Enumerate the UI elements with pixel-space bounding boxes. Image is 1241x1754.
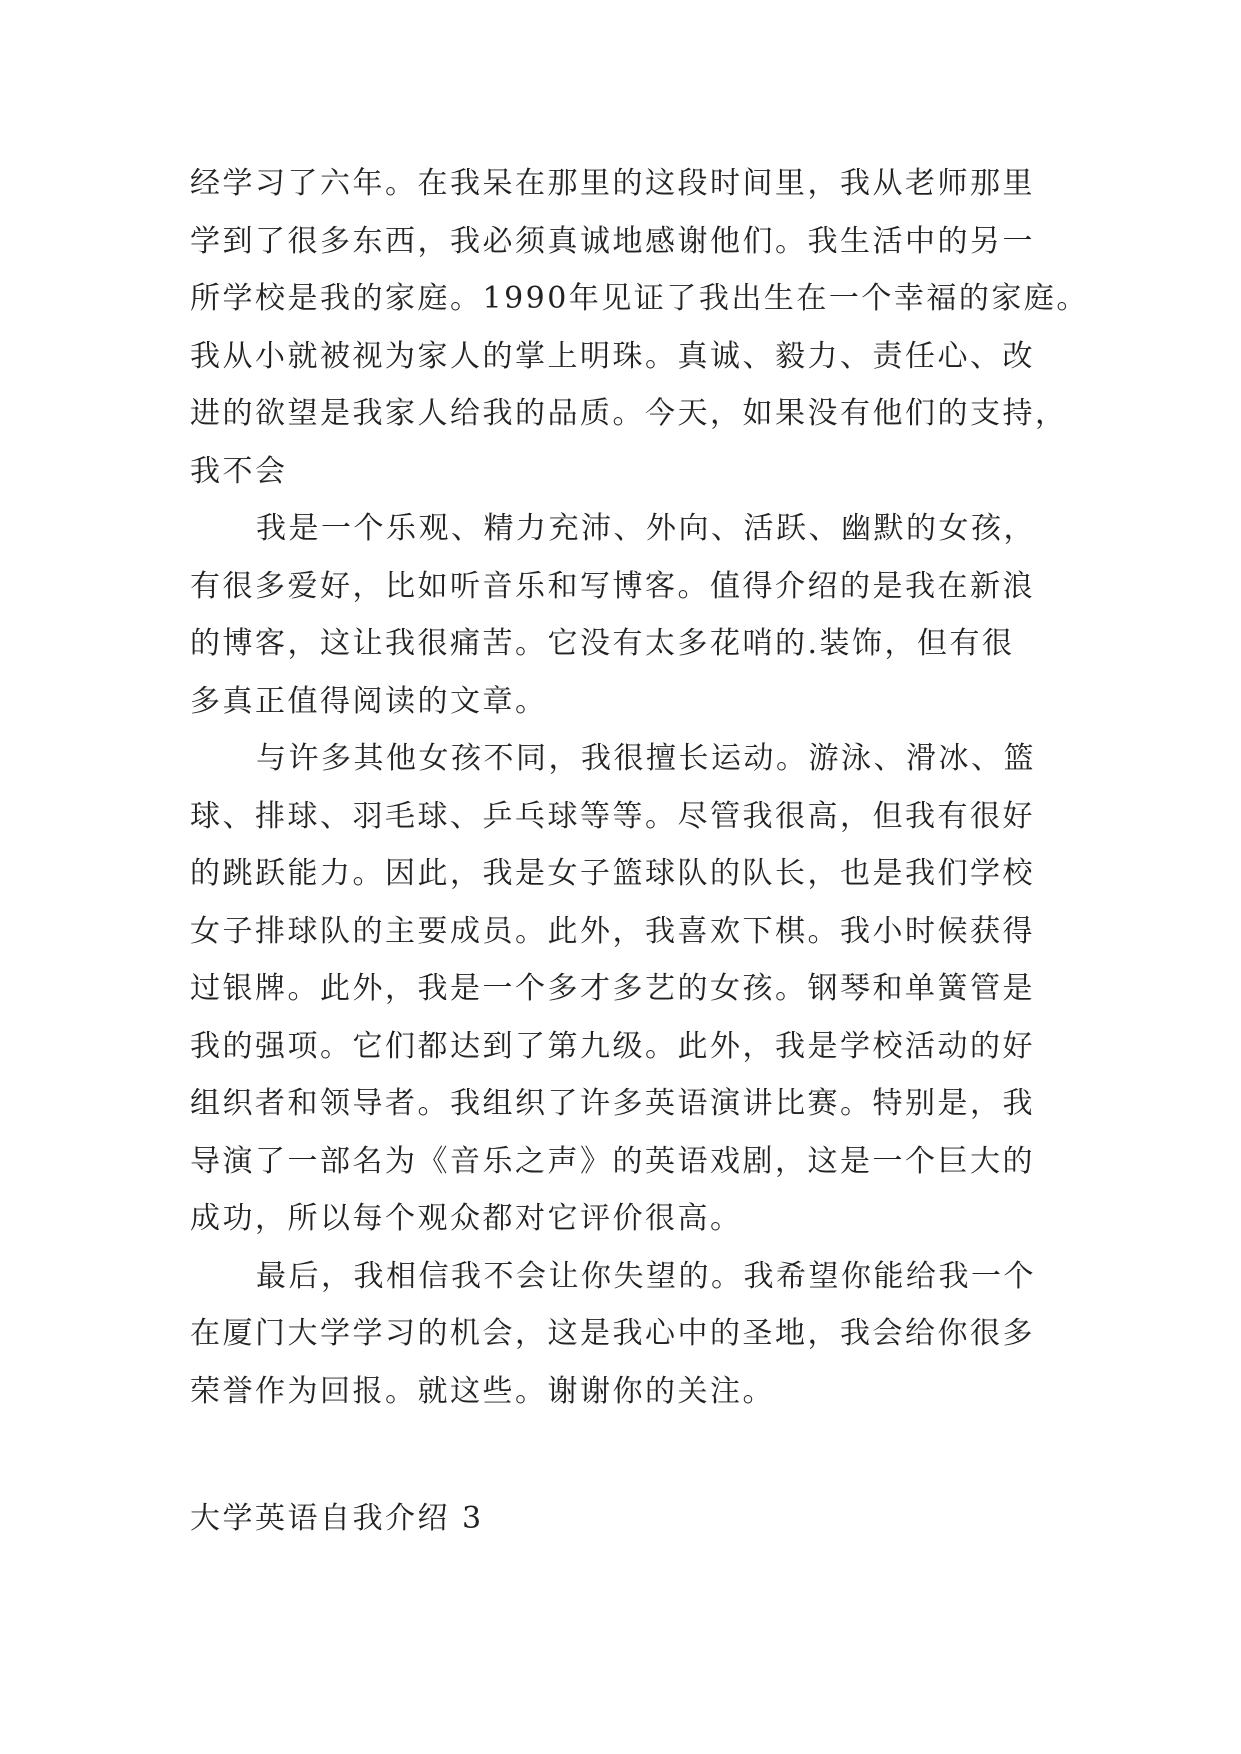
text-line: 与许多其他女孩不同，我很擅长运动。游泳、滑冰、篮 <box>256 741 1036 776</box>
text-line: 我从小就被视为家人的掌上明珠。真诚、毅力、责任心、改 <box>190 338 1035 374</box>
text-line: 的跳跃能力。因此，我是女子篮球队的队长，也是我们学校 <box>190 856 1035 891</box>
text-line: 我不会 <box>190 453 288 489</box>
text-line: 学到了很多东西，我必须真诚地感谢他们。我生活中的另一 <box>190 223 1035 259</box>
text-line: 我是一个乐观、精力充沛、外向、活跃、幽默的女孩， <box>256 511 1036 546</box>
text-line: 我的强项。它们都达到了第九级。此外，我是学校活动的好 <box>190 1028 1035 1064</box>
text-line: 多真正值得阅读的文章。 <box>190 683 548 719</box>
text-line: 组织者和领导者。我组织了许多英语演讲比赛。特别是，我 <box>190 1086 1035 1121</box>
text-line: 经学习了六年。在我呆在那里的这段时间里，我从老师那里 <box>190 166 1035 201</box>
text-line: 成功，所以每个观众都对它评价很高。 <box>190 1201 743 1236</box>
body-text <box>190 155 1090 1420</box>
text-line: 进的欲望是我家人给我的品质。今天，如果没有他们的支持， <box>190 396 1068 431</box>
text-line: 球、排球、羽毛球、乒乓球等等。尽管我很高，但我有很好 <box>190 798 1035 834</box>
text-line: 的博客，这让我很痛苦。它没有太多花哨的.装饰，但有很 <box>190 626 1015 661</box>
text-line: 过银牌。此外，我是一个多才多艺的女孩。钢琴和单簧管是 <box>190 971 1035 1006</box>
text-line: 有很多爱好，比如听音乐和写博客。值得介绍的是我在新浪 <box>190 568 1035 604</box>
paragraph-3 <box>190 730 1090 1248</box>
paragraph-1 <box>190 155 1090 500</box>
text-line: 所学校是我的家庭。1990年见证了我出生在一个幸福的家庭。 <box>190 281 1089 316</box>
text-line: 导演了一部名为《音乐之声》的英语戏剧，这是一个巨大的 <box>190 1143 1035 1179</box>
text-line: 在厦门大学学习的机会，这是我心中的圣地，我会给你很多 <box>190 1316 1035 1351</box>
text-line: 女子排球队的主要成员。此外，我喜欢下棋。我小时候获得 <box>190 913 1035 949</box>
section-heading: 大学英语自我介绍 3 <box>190 1501 484 1536</box>
text-line: 荣誉作为回报。就这些。谢谢你的关注。 <box>190 1373 775 1409</box>
text-line: 最后，我相信我不会让你失望的。我希望你能给我一个 <box>256 1258 1036 1294</box>
paragraph-2 <box>190 500 1090 730</box>
paragraph-4 <box>190 1248 1090 1421</box>
